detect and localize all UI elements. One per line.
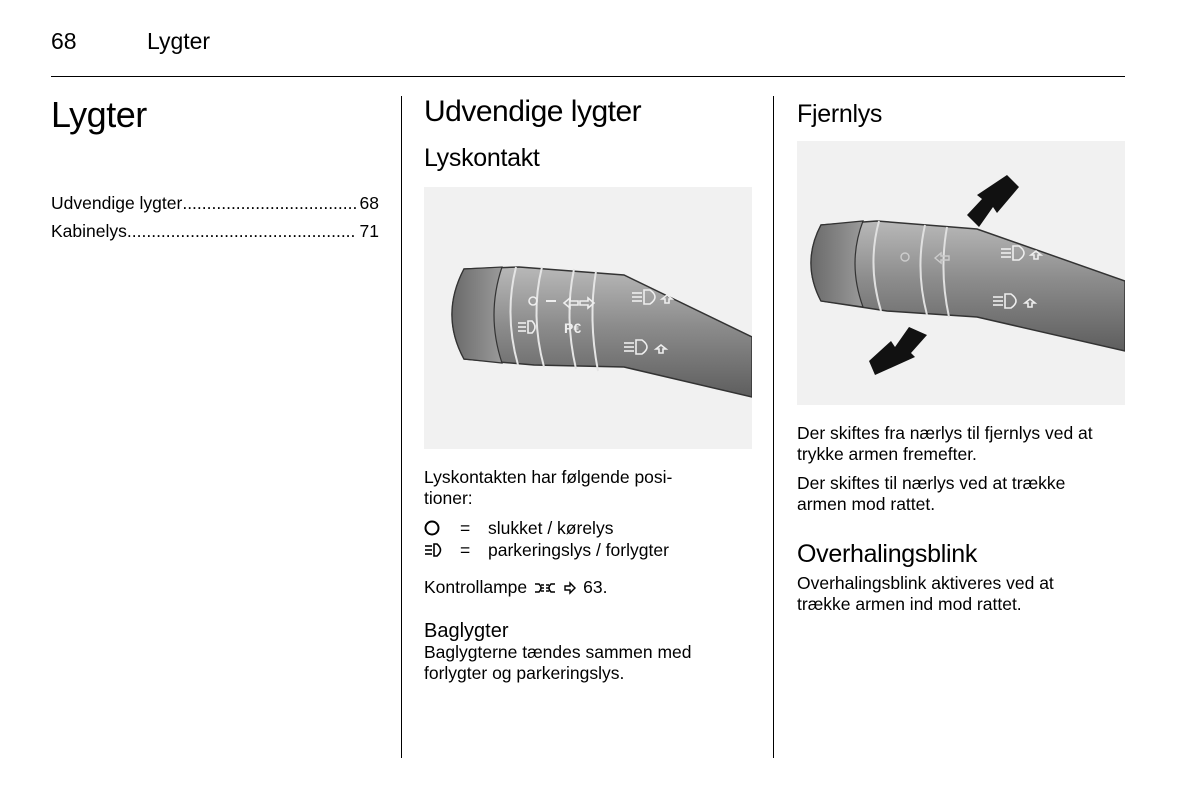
toc-entry[interactable] (51, 189, 379, 217)
side-light-indicator-icon (533, 581, 557, 595)
high-beam-stalk-illustration (797, 141, 1125, 405)
high-beam-figure (797, 141, 1125, 405)
legend-row (424, 539, 754, 561)
fog-light-label: P€ (564, 320, 582, 336)
section-title: Udvendige lygter (424, 95, 642, 128)
circle-off-icon (424, 519, 460, 537)
column-2 (424, 95, 754, 684)
toc-label: Udvendige lygter (51, 193, 183, 213)
legend-row (424, 517, 754, 539)
legend-text: parkeringslys / forlygter (488, 540, 669, 560)
position-legend (424, 517, 754, 561)
arrow-backward-icon (869, 327, 927, 375)
arrow-forward-icon (967, 175, 1019, 227)
toc-label: Kabinelys (51, 221, 127, 241)
page-number: 68 (51, 28, 77, 54)
chapter-title: Lygter (51, 94, 147, 135)
intro-text: Lyskontakten har følgende posi- tioner: (424, 467, 673, 508)
light-switch-figure (424, 187, 752, 449)
low-beam-text: Der skiftes til nærlys ved at trække armen mod rattet. (797, 473, 1066, 514)
toc-leader (182, 189, 355, 217)
overtake-text: Overhalingsblink aktiveres ved at trække armen ind mod rattet. (797, 573, 1054, 614)
page-header (51, 28, 1125, 77)
legend-text: slukket / kørelys (488, 518, 614, 538)
legend-equals: = (460, 540, 471, 560)
overtake-title: Overhalingsblink (797, 540, 978, 568)
toc-page: 71 (359, 221, 379, 241)
column-1 (51, 95, 379, 245)
column-divider (773, 96, 774, 758)
toc-leader (127, 217, 356, 245)
subsection-title: Lyskontakt (424, 144, 540, 172)
high-beam-text: Der skiftes fra nærlys til fjernlys ved at trykke armen fremefter. (797, 423, 1093, 464)
control-lamp-ref: 63. (583, 577, 608, 597)
section-title: Fjernlys (797, 100, 883, 128)
control-lamp-label: Kontrollampe (424, 577, 528, 597)
rear-lights-title: Baglygter (424, 620, 509, 642)
header-chapter: Lygter (147, 28, 211, 54)
parking-light-icon (424, 541, 460, 559)
light-stalk-illustration (424, 187, 752, 449)
column-3 (797, 95, 1127, 615)
column-divider (401, 96, 402, 758)
page-reference-icon (563, 581, 577, 595)
toc-entry[interactable] (51, 217, 379, 245)
table-of-contents (51, 189, 379, 245)
legend-equals: = (460, 518, 471, 538)
control-lamp-line (424, 577, 754, 598)
toc-page: 68 (359, 193, 379, 213)
rear-lights-text: Baglygterne tændes sammen med forlygter og parkeringslys. (424, 642, 692, 683)
